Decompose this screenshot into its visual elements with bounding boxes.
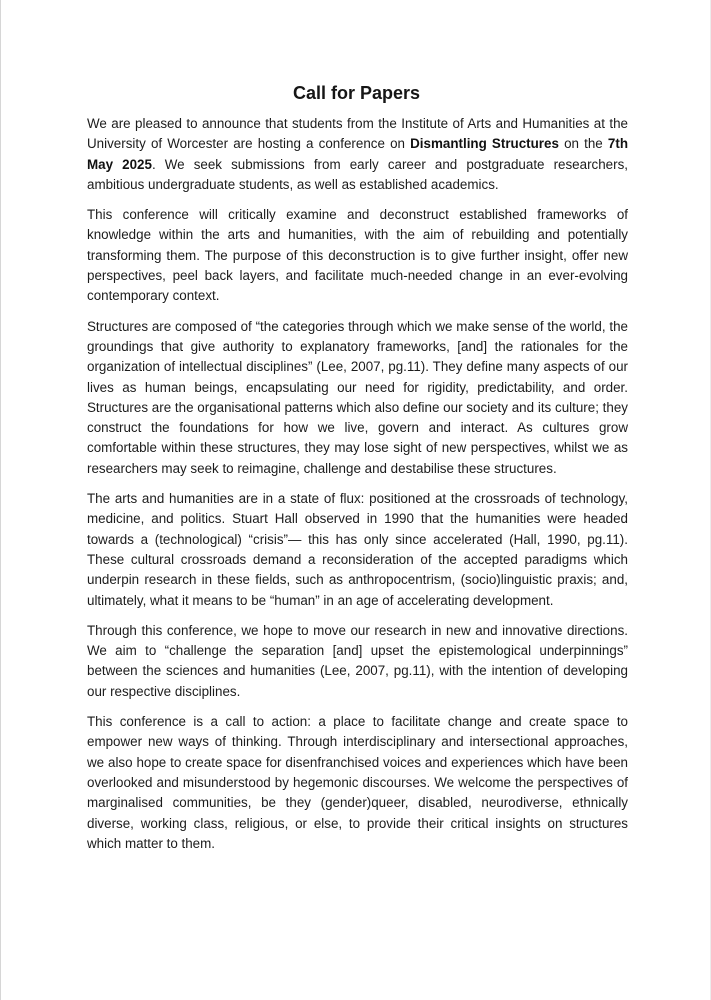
paragraph-directions: Through this conference, we hope to move our research in new and innovative directions. We aim to “challenge the separation [and] upset the epistemological underpinnings” between the sciences and humanities (Lee, 2007, pg.11), with the intention of developing our respective disciplines. — [87, 622, 628, 699]
paragraph-aims: This conference will critically examine and deconstruct established frameworks of knowledge within the arts and humanities, with the aim of rebuilding and potentially transforming them. The purpose of this deconstruction is to give further insight, offer new perspectives, peel back layers, and facilitate much-needed change in an ever-evolving contemporary context. — [87, 207, 628, 304]
event-date: 7th May 2025 — [87, 136, 628, 172]
event-name: Dismantling Structures — [410, 136, 559, 152]
paragraph-structures: Structures are composed of “the categories through which we make sense of the world, the groundings that give authority to explanatory frameworks, [and] the rationales for the organization of intellectual disciplines” (Lee, 2007, pg.11). They define many aspects of our lives as human beings, encapsulating our need for rigidity, predictability, and order. Structures are the organisational patterns which also define our society and its culture; they construct the foundations for how we live, govern and interact. As cultures grow comfortable within these structures, they may lose sight of new perspectives, whilst we as researchers may seek to reimagine, challenge and destabilise these structures. — [87, 318, 628, 476]
announcement-text-1: We are pleased to announce that students from the Institute of Arts and Humanities at the University of Worcester are hosting a conference on — [87, 116, 628, 152]
paragraph-announcement — [87, 114, 628, 195]
document-body — [87, 114, 628, 864]
announcement-text-3: . We seek submissions from early career and postgraduate researchers, ambitious undergraduate students, as well as established academics. — [87, 156, 629, 192]
paragraph-flux: The arts and humanities are in a state of flux: positioned at the crossroads of technology, medicine, and politics. Stuart Hall observed in 1990 that the humanities were headed towards a (technological) “crisis”— this has only since accelerated (Hall, 1990, pg.11). These cultural crossroads demand a reconsideration of the accepted paradigms which underpin research in these fields, such as anthropocentrism, (socio)linguistic praxis; and, ultimately, what it means to be “human” in an age of accelerating development. — [87, 491, 628, 608]
document-title: Call for Papers — [292, 83, 421, 103]
announcement-text-2: on the — [558, 136, 608, 152]
paragraph-call-to-action: This conference is a call to action: a place to facilitate change and create space to empower new ways of thinking. Through interdisciplinary and intersectional approaches, we also hope to create space for disenfranchised voices and experiences which have been overlooked and misunderstood by hegemonic discourses. We welcome the perspectives of marginalised communities, be they (gender)queer, disabled, neurodiverse, ethnically diverse, working class, religious, or else, to provide their critical insights on structures which matter to them. — [87, 714, 628, 851]
